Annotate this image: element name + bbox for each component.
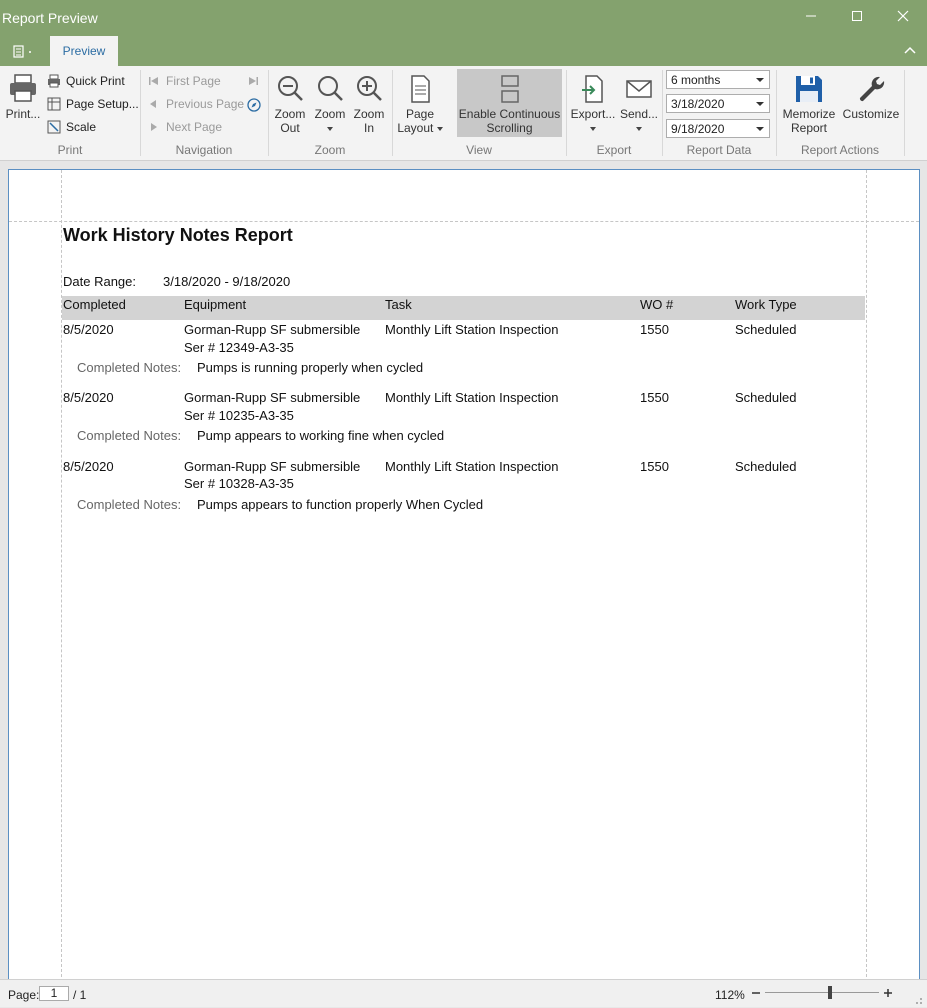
continuous-scroll-icon <box>495 74 525 104</box>
quick-print-icon <box>47 74 61 88</box>
margin-guide-right <box>866 170 867 982</box>
document-viewer[interactable] <box>0 161 927 979</box>
cell-task: Monthly Lift Station Inspection <box>385 390 559 405</box>
page-layout-label-2: Layout <box>397 121 434 135</box>
cell-completed: 8/5/2020 <box>63 322 114 337</box>
zoom-in-icon <box>354 74 384 104</box>
column-header-completed: Completed <box>63 297 126 312</box>
page-total: / 1 <box>73 988 87 1002</box>
group-label-print: Print <box>57 143 83 157</box>
next-page-label: Next Page <box>166 120 223 134</box>
cell-equipment: Gorman-Rupp SF submersible <box>184 322 361 337</box>
chevron-down-icon <box>756 127 764 131</box>
page-number-input[interactable]: 1 <box>39 986 69 1001</box>
cell-serial: Ser # 10235-A3-35 <box>184 408 294 423</box>
zoom-in-slider-button[interactable] <box>882 986 894 1000</box>
zoom-in-label-1: Zoom <box>353 107 385 121</box>
title-bar <box>0 0 927 36</box>
compass-icon <box>246 97 262 113</box>
cell-serial: Ser # 12349-A3-35 <box>184 340 294 355</box>
send-caret <box>636 127 642 131</box>
memorize-label-1: Memorize <box>782 107 836 121</box>
ribbon-tab-bar <box>0 36 927 66</box>
ribbon-separator <box>904 70 905 156</box>
group-label-export: Export <box>596 143 632 157</box>
end-date-select[interactable] <box>666 119 770 138</box>
plus-icon <box>882 986 894 1000</box>
cell-wo: 1550 <box>640 459 669 474</box>
memorize-label-2: Report <box>790 121 828 135</box>
page-setup-label: Page Setup... <box>66 97 139 111</box>
report-page <box>8 169 920 982</box>
zoom-dropdown-caret <box>327 127 333 131</box>
group-label-report-actions: Report Actions <box>800 143 880 157</box>
completed-notes-label: Completed Notes: <box>77 360 182 375</box>
group-label-zoom: Zoom <box>314 143 346 157</box>
export-button[interactable] <box>570 74 616 135</box>
page-layout-label-1: Page <box>405 107 435 121</box>
cell-equipment: Gorman-Rupp SF submersible <box>184 459 361 474</box>
zoom-in-button[interactable] <box>351 74 387 135</box>
chevron-down-icon <box>756 102 764 106</box>
send-label: Send... <box>619 107 659 121</box>
memorize-report-button[interactable] <box>780 74 838 135</box>
page-setup-icon <box>47 97 61 111</box>
report-title: Work History Notes Report <box>63 225 293 245</box>
next-page-icon <box>147 120 161 134</box>
print-button[interactable] <box>5 72 41 121</box>
group-label-navigation: Navigation <box>175 143 233 157</box>
minimize-button[interactable] <box>796 6 826 28</box>
zoom-slider-track <box>765 992 879 993</box>
page-layout-icon <box>405 74 435 104</box>
resize-grip-icon[interactable] <box>913 994 923 1004</box>
zoom-out-button[interactable] <box>272 74 308 135</box>
cell-completed: 8/5/2020 <box>63 390 114 405</box>
completed-notes-value: Pumps is running properly when cycled <box>197 360 424 375</box>
column-header-work-type: Work Type <box>735 297 797 312</box>
cell-task: Monthly Lift Station Inspection <box>385 459 559 474</box>
page-layout-button[interactable] <box>396 74 444 135</box>
cell-work-type: Scheduled <box>735 322 797 337</box>
ribbon <box>0 66 927 161</box>
cell-completed: 8/5/2020 <box>63 459 114 474</box>
previous-page-icon <box>147 97 161 111</box>
date-range-value: 3/18/2020 - 9/18/2020 <box>163 274 291 289</box>
first-page-label: First Page <box>166 74 221 88</box>
export-label: Export... <box>570 107 616 121</box>
envelope-icon <box>624 74 654 104</box>
period-select[interactable] <box>666 70 770 89</box>
cell-wo: 1550 <box>640 390 669 405</box>
zoom-slider[interactable] <box>765 986 879 1000</box>
wrench-icon <box>856 74 886 104</box>
save-icon <box>794 74 824 104</box>
scale-icon <box>47 120 61 134</box>
zoom-label: Zoom <box>314 107 346 121</box>
close-button[interactable] <box>888 6 918 28</box>
zoom-button[interactable] <box>311 74 349 135</box>
zoom-icon <box>315 74 345 104</box>
continuous-label-2: Scrolling <box>486 121 533 135</box>
date-range-label: Date Range: <box>63 274 136 289</box>
last-page-button[interactable] <box>246 72 260 90</box>
page-layout-caret <box>437 127 443 131</box>
continuous-label-1: Enable Continuous <box>458 107 561 121</box>
cell-work-type: Scheduled <box>735 390 797 405</box>
export-caret <box>590 127 596 131</box>
status-bar <box>0 979 927 1007</box>
minus-icon <box>750 986 762 1000</box>
first-page-icon <box>147 74 161 88</box>
cell-wo: 1550 <box>640 322 669 337</box>
window-title: Report Preview <box>2 10 98 26</box>
end-date-value: 9/18/2020 <box>671 122 725 136</box>
cell-work-type: Scheduled <box>735 459 797 474</box>
enable-continuous-scrolling-button[interactable] <box>457 74 562 135</box>
zoom-out-icon <box>275 74 305 104</box>
margin-guide-top <box>9 221 919 222</box>
printer-icon <box>8 72 38 104</box>
completed-notes-value: Pumps appears to function properly When Cycled <box>197 497 484 512</box>
previous-page-label: Previous Page <box>166 97 245 111</box>
period-value: 6 months <box>671 73 721 87</box>
column-header-equipment: Equipment <box>184 297 247 312</box>
start-date-value: 3/18/2020 <box>671 97 725 111</box>
quick-print-label: Quick Print <box>66 74 125 88</box>
page-label: Page: <box>8 988 40 1002</box>
completed-notes-value: Pump appears to working fine when cycled <box>197 428 445 443</box>
zoom-out-label-2: Out <box>280 121 300 135</box>
last-page-icon <box>246 74 260 88</box>
collapse-ribbon-icon[interactable] <box>903 44 917 56</box>
go-to-page-button[interactable] <box>246 95 262 113</box>
zoom-out-label-1: Zoom <box>274 107 306 121</box>
export-icon <box>578 74 608 104</box>
scale-label: Scale <box>66 120 97 134</box>
customize-label: Customize <box>842 107 900 121</box>
group-label-view: View <box>466 143 492 157</box>
completed-notes-label: Completed Notes: <box>77 497 182 512</box>
start-date-select[interactable] <box>666 94 770 113</box>
column-header-wo: WO # <box>640 297 674 312</box>
print-label: Print... <box>5 107 41 121</box>
app-menu-icon[interactable] <box>10 44 36 60</box>
zoom-in-label-2: In <box>363 121 374 135</box>
send-button[interactable] <box>619 74 659 135</box>
completed-notes-label: Completed Notes: <box>77 428 182 443</box>
customize-button[interactable] <box>840 74 902 121</box>
chevron-down-icon <box>756 78 764 82</box>
cell-serial: Ser # 10328-A3-35 <box>184 476 294 491</box>
group-label-report-data: Report Data <box>686 143 752 157</box>
maximize-button[interactable] <box>842 6 872 28</box>
cell-task: Monthly Lift Station Inspection <box>385 322 559 337</box>
cell-equipment: Gorman-Rupp SF submersible <box>184 390 361 405</box>
zoom-level: 112% <box>715 988 745 1002</box>
zoom-slider-thumb[interactable] <box>828 986 832 999</box>
zoom-out-slider-button[interactable] <box>750 986 762 1000</box>
margin-guide-left <box>61 170 62 982</box>
tab-preview[interactable]: Preview <box>50 36 118 66</box>
column-header-task: Task <box>385 297 412 312</box>
